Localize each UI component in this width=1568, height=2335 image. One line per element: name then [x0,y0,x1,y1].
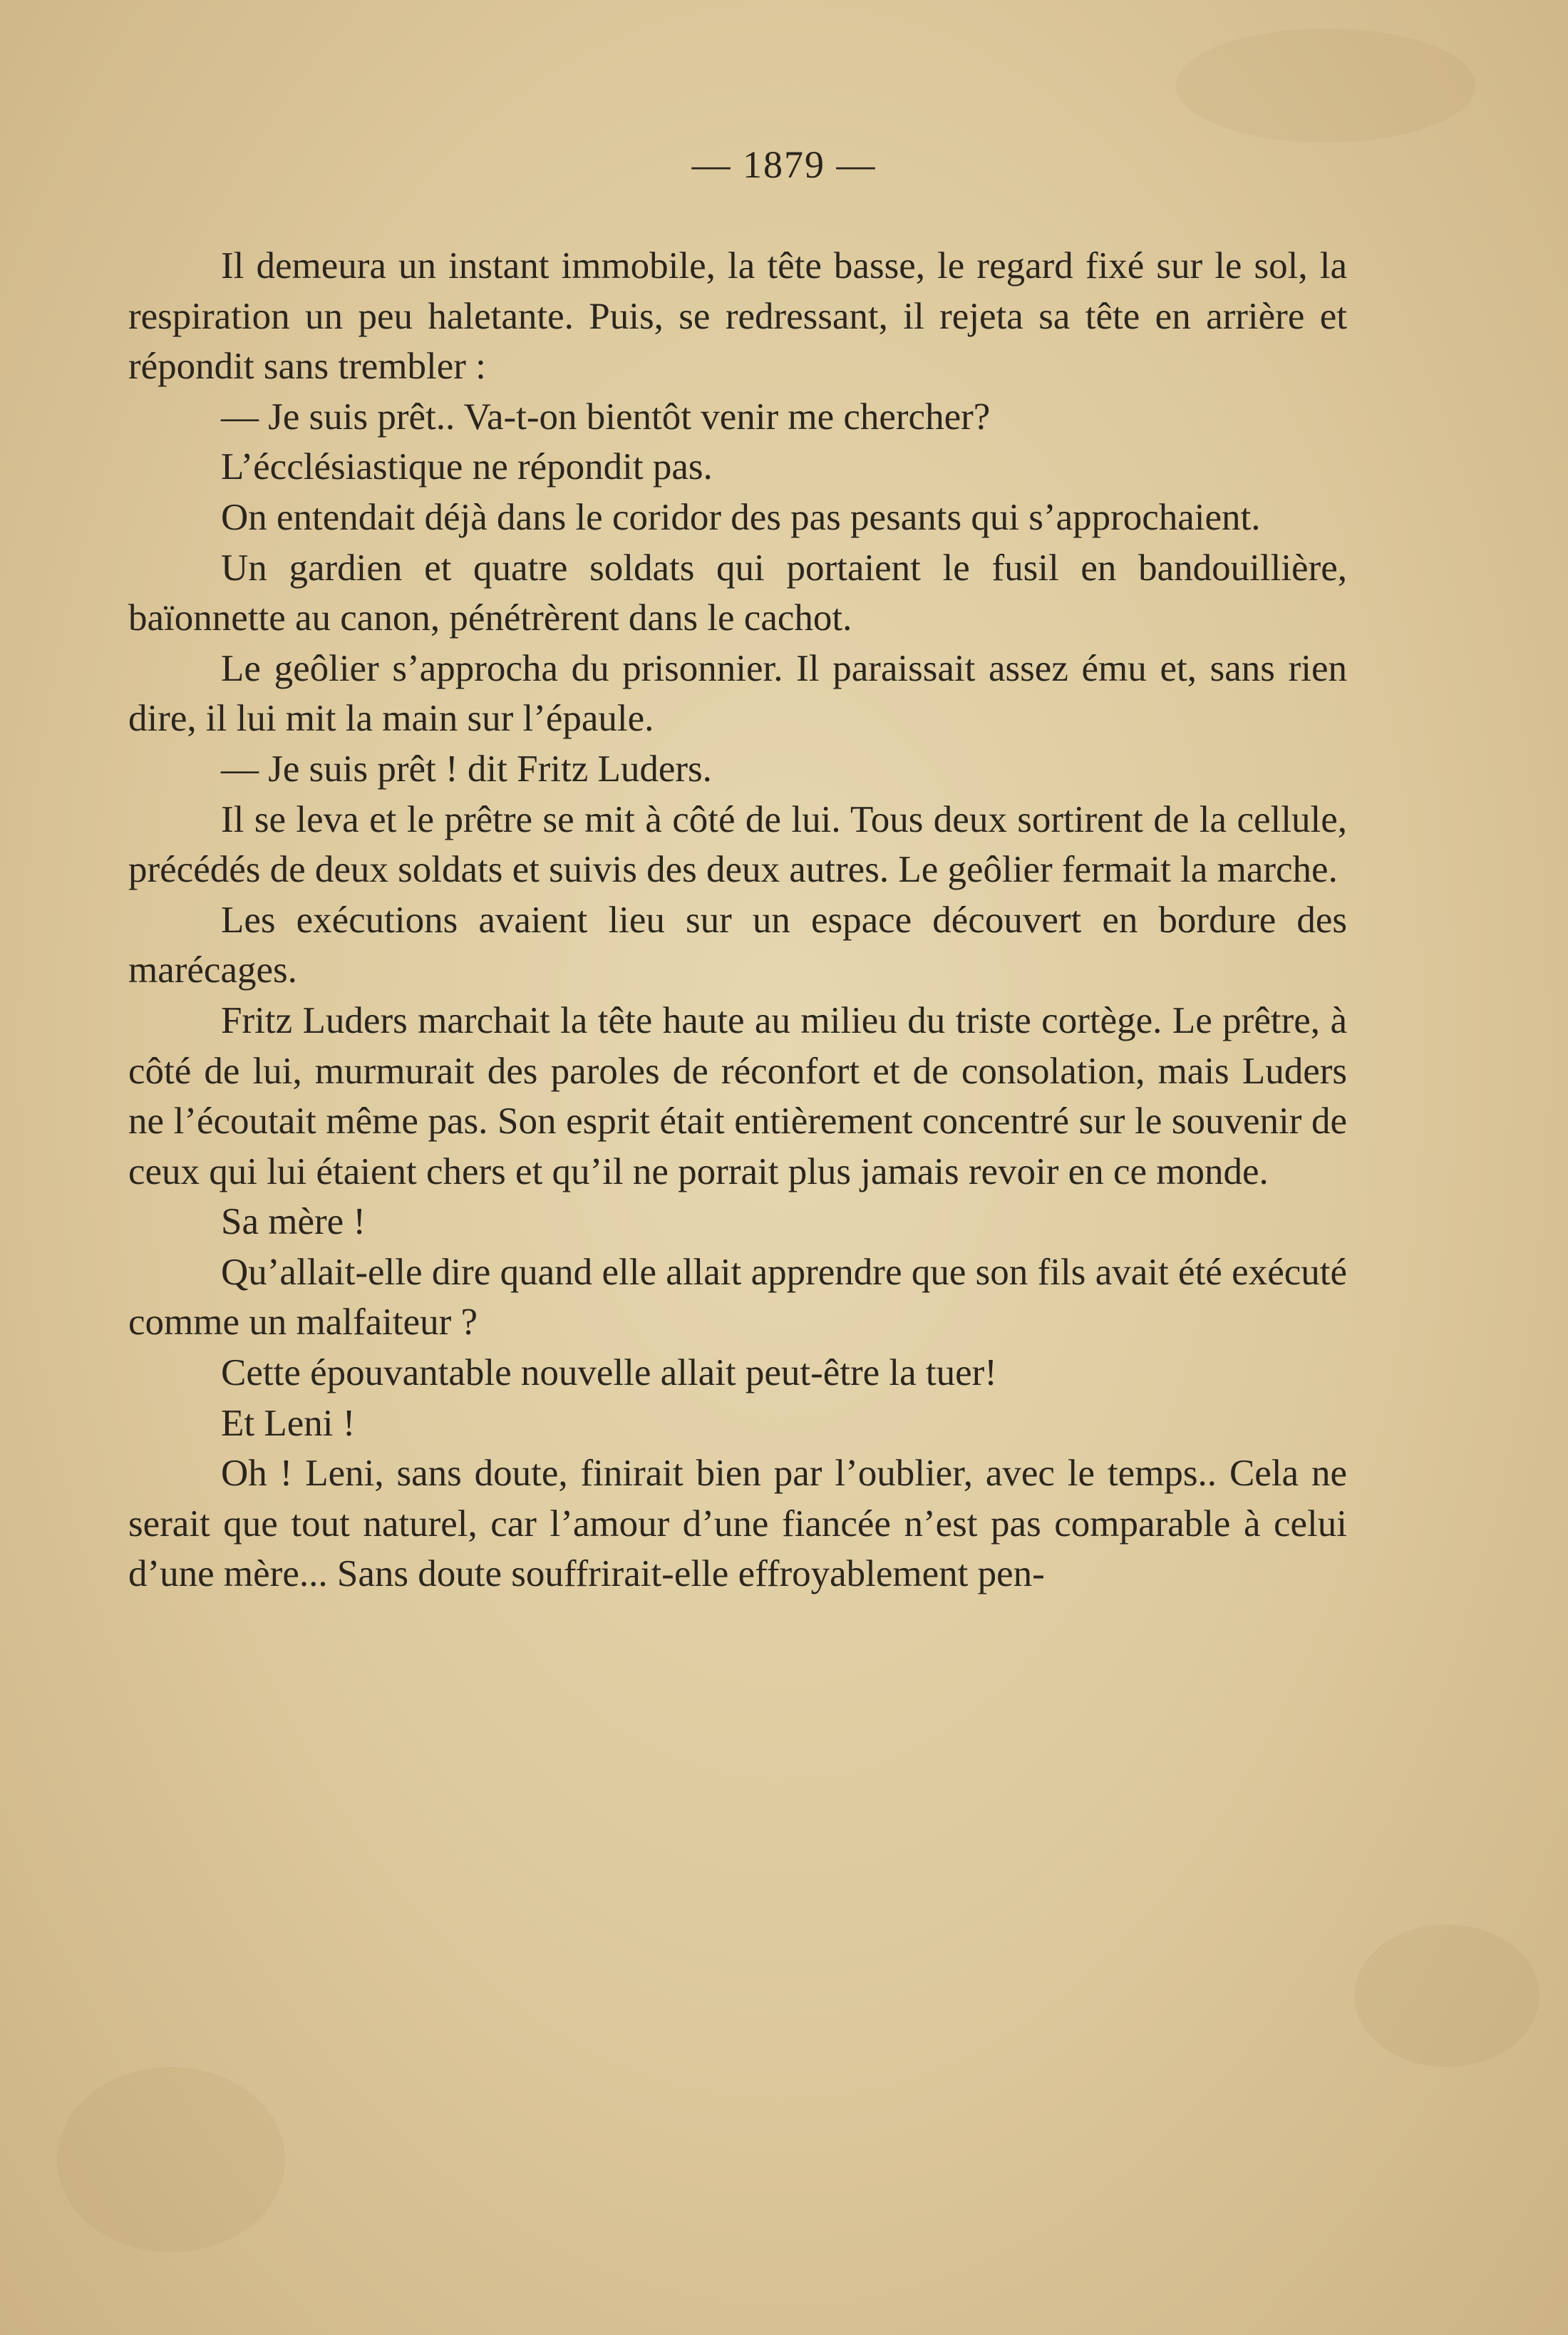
paragraph: Fritz Luders marchait la tête haute au milieu du triste cortège. Le prêtre, à côté de lui, murmurait des paroles de réconfort et de consolation, mais Luders ne l’écoutait même pas. Son esprit était entièrement concentré sur le souvenir de ceux qui lui étaient chers et qu’il ne porrait plus jamais revoir en ce monde. [128,999,1347,1192]
paragraph: — Je suis prêt ! dit Fritz Luders. [221,748,712,790]
paragraph: Qu’allait-elle dire quand elle allait apprendre que son fils avait été exécuté comme un malfaiteur ? [128,1251,1347,1344]
paragraph: Un gardien et quatre soldats qui portaient le fusil en bandouillière, baïonnette au canon, pénétrèrent dans le cachot. [128,547,1347,639]
paragraph: Il demeura un instant immobile, la tête basse, le regard fixé sur le sol, la respiration un peu haletante. Puis, se redressant, il rejeta sa tête en arrière et répondit sans trembler : [128,245,1347,388]
paragraph: Cette épouvantable nouvelle allait peut-être la tuer! [221,1352,997,1394]
paragraph: On entendait déjà dans le coridor des pas pesants qui s’approchaient. [221,496,1261,538]
paragraph: Oh ! Leni, sans doute, finirait bien par l’oublier, avec le temps.. Cela ne serait que tout naturel, car l’amour d’une fiancée n’est pas comparable à celui d’une mère... Sans doute souffrirait-elle effroyablement pen- [128,1453,1347,1595]
paragraph: — Je suis prêt.. Va-t-on bientôt venir me chercher? [221,396,991,438]
paragraph: L’écclésiastique ne répondit pas. [221,446,713,488]
paper-stain [1354,1924,1539,2067]
paragraph: Il se leva et le prêtre se mit à côté de lui. Tous deux sortirent de la cellule, précédés de deux soldats et suivis des deux autres. Le geôlier fermait la marche. [128,798,1347,891]
paragraph: Les exécutions avaient lieu sur un espace découvert en bordure des marécages. [128,899,1347,991]
page-number: — 1879 — [691,143,877,186]
paragraph: Et Leni ! [221,1402,356,1444]
paragraph: Le geôlier s’approcha du prisonnier. Il paraissait assez ému et, sans rien dire, il lui mit la main sur l’épaule. [128,647,1347,740]
body-text [128,241,1347,1599]
paper-stain [1176,29,1475,143]
paper-stain [57,2067,285,2252]
paragraph: Sa mère ! [221,1201,366,1243]
